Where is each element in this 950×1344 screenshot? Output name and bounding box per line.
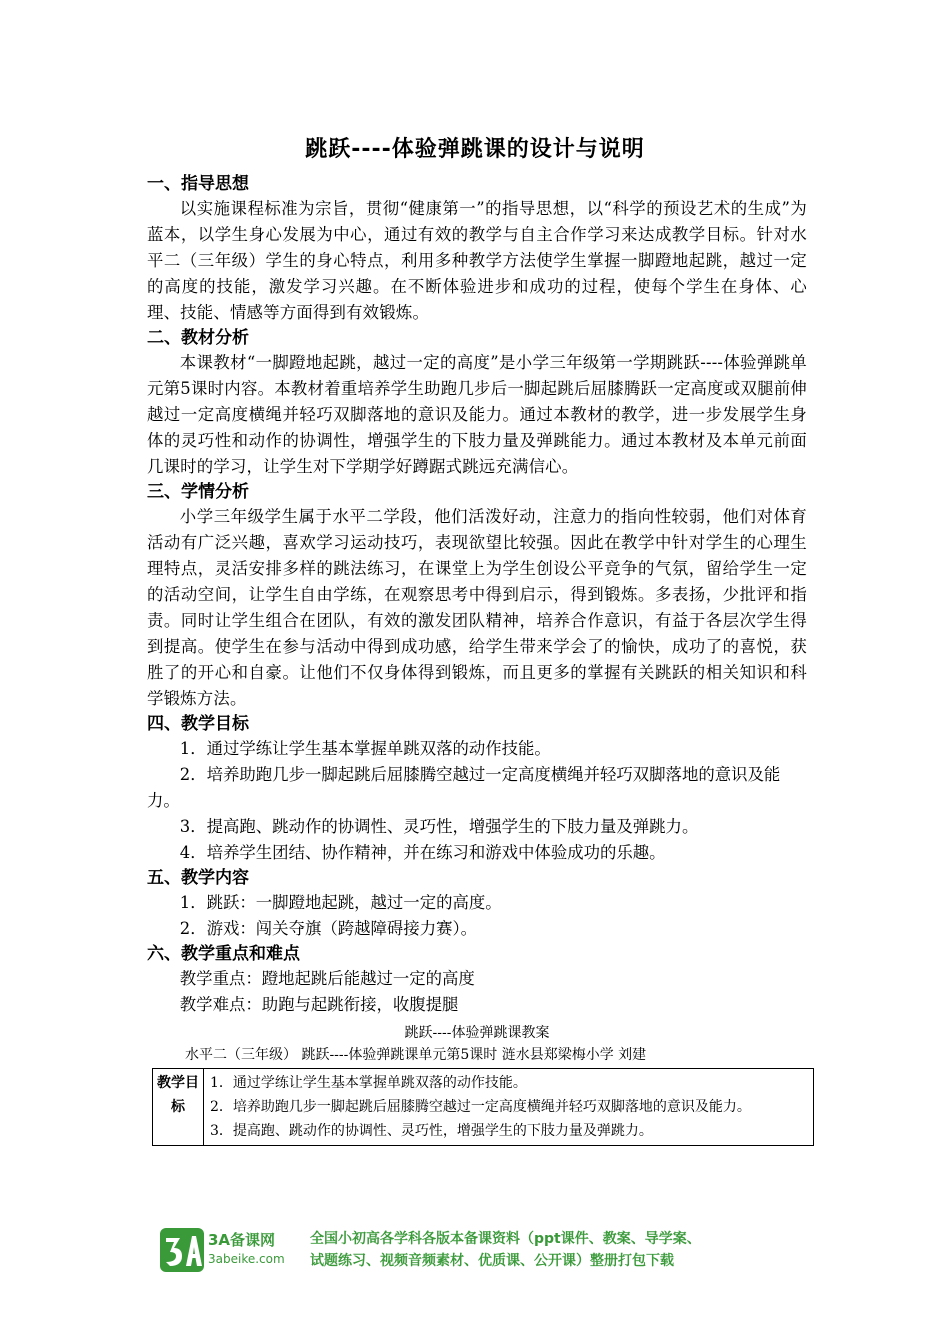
- list-item: 1．跳跃：一脚蹬地起跳，越过一定的高度。: [179, 893, 502, 912]
- section-paragraph: 小学三年级学生属于水平二学段，他们活泼好动，注意力的指向性较弱，他们对体育活动有广泛兴趣，喜欢学习运动技巧，表现欲望比较强。因此在教学中针对学生的心理生理特点，灵活安排多样的跳法练习，在课堂上为学生创设公平竞争的气氛，留给学生一定的活动空间，让学生自由学练，在观察思考中得到启示，得到锻炼。多表扬，少批评和指责。同时让学生组合在团队，有效的激发团队精神，培养合作意识，有益于各层次学生得到提高。使学生在参与活动中得到成功感，给学生带来学会了的愉快，成功了的喜悦，获胜了的开心和自豪。让他们不仅身体得到锻炼，而且更多的掌握有关跳跃的相关知识和科学锻炼方法。: [147, 507, 807, 708]
- section-material-analysis: [147, 326, 807, 480]
- document-body: [147, 172, 807, 1146]
- section-student-analysis: [147, 480, 807, 712]
- list-item: 教学难点：助跑与起跳衔接，收腹提腿: [179, 995, 459, 1014]
- table-row: 2．培养助跑几步一脚起跳后屈膝腾空越过一定高度横绳并轻巧双脚落地的意识及能力。: [210, 1099, 751, 1115]
- table-cell: [204, 1069, 814, 1146]
- section-heading: 三、学情分析: [147, 482, 249, 502]
- section-paragraph: 本课教材“一脚蹬地起跳，越过一定的高度”是小学三年级第一学期跳跃----体验弹跳单元第5课时内容。本教材着重培养学生助跑几步后一脚起跳后屈膝腾跃一定高度或双腿前伸越过一定高度横绳并轻巧双脚落地的意识及能力。通过本教材的教学，进一步发展学生身体的灵巧性和动作的协调性，增强学生的下肢力量及弹跳能力。通过本教材及本单元前面几课时的学习，让学生对下学期学好蹲踞式跳远充满信心。: [147, 353, 807, 476]
- section-teaching-goals: [147, 712, 807, 866]
- list-item: 1．通过学练让学生基本掌握单跳双落的动作技能。: [179, 739, 551, 758]
- section-teaching-content: [147, 866, 807, 942]
- logo-url: 3abeike.com: [208, 1252, 285, 1266]
- table-label: 教学目标: [153, 1069, 204, 1146]
- list-item: 2．游戏：闯关夺旗（跨越障碍接力赛）。: [179, 919, 478, 938]
- footer-banner: [160, 1228, 800, 1276]
- ad-line: 试题练习、视频音频素材、优质课、公开课）整册打包下载: [310, 1253, 674, 1269]
- section-heading: 二、教材分析: [147, 328, 249, 348]
- list-item: 3．提高跑、跳动作的协调性、灵巧性，增强学生的下肢力量及弹跳力。: [179, 817, 699, 836]
- section-heading: 一、指导思想: [147, 174, 249, 194]
- section-key-difficult-points: [147, 942, 807, 1018]
- section-paragraph: 以实施课程标准为宗旨，贯彻“健康第一”的指导思想，以“科学的预设艺术的生成”为蓝本，以学生身心发展为中心，通过有效的教学与自主合作学习来达成教学目标。针对水平二（三年级）学生的身心特点，利用多种教学方法使学生掌握一脚蹬地起跳，越过一定的高度的技能，激发学习兴趣。在不断体验进步和成功的过程，使每个学生在身体、心理、技能、情感等方面得到有效锻炼。: [147, 199, 807, 322]
- section-guiding-thought: [147, 172, 807, 326]
- list-item: 教学重点：蹬地起跳后能越过一定的高度: [179, 969, 475, 988]
- table-row: 1．通过学练让学生基本掌握单跳双落的动作技能。: [210, 1075, 527, 1091]
- lesson-plan-info: 水平二（三年级） 跳跃----体验弹跳课单元第5课时 涟水县郑梁梅小学 刘建: [185, 1047, 647, 1063]
- section-heading: 五、教学内容: [147, 868, 249, 888]
- footer-ad-text: [310, 1228, 830, 1272]
- ad-line: 全国小初高各学科各版本备课资料（ppt课件、教案、导学案、: [310, 1231, 701, 1247]
- list-item: 2．培养助跑几步一脚起跳后屈膝腾空越过一定高度横绳并轻巧双脚落地的意识及能力。: [147, 765, 781, 810]
- 3a-logo-icon: [160, 1228, 204, 1272]
- logo-text: [208, 1230, 288, 1268]
- section-heading: 四、教学目标: [147, 714, 249, 734]
- logo-name: 3A备课网: [208, 1231, 276, 1249]
- section-heading: 六、教学重点和难点: [147, 944, 300, 964]
- table-row: 3．提高跑、跳动作的协调性、灵巧性，增强学生的下肢力量及弹跳力。: [210, 1123, 653, 1139]
- objectives-table: [152, 1068, 814, 1146]
- document-title: 跳跃----体验弹跳课的设计与说明: [305, 137, 645, 162]
- lesson-plan-title: 跳跃----体验弹跳课教案: [404, 1025, 550, 1041]
- list-item: 4．培养学生团结、协作精神，并在练习和游戏中体验成功的乐趣。: [179, 843, 666, 862]
